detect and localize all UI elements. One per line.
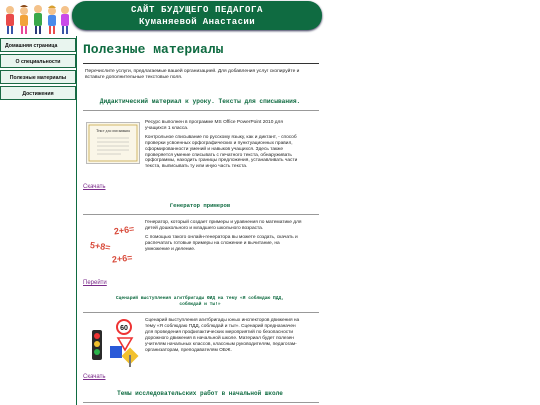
description-paragraph: Генератор, который создает примеры и уравнения по математике для детей дошкольного и младшего школьного возраста. (145, 220, 302, 231)
svg-text:2+6=: 2+6= (111, 252, 133, 265)
description-paragraph: Сценарий выступления агитбригады юных инспекторов движения на тему «Я соблюдаю ПДД, соблюдай и ты!». Сценарий предназначен для проведения профилактических мероприятий по безопасности дорожного движения в начальной школе. Материал будет полезен учителям начальных классов, классным руководителям, педагогам-организаторам, преподавателям ОБЖ. (145, 318, 300, 353)
section-title-research-topics: Темы исследовательских работ в начальной школе (117, 390, 283, 397)
go-link-generator[interactable]: Перейти (83, 280, 107, 286)
nav-item-useful-materials[interactable]: Полезные материалы (0, 70, 76, 84)
math-examples-image (88, 222, 140, 266)
section-divider (83, 312, 319, 313)
nav-item-home[interactable]: Домашняя страница (0, 38, 76, 52)
section-description-yid-script (145, 318, 305, 356)
description-paragraph: Контрольное списывание по русскому языку, как и диктант, - способ проверки усвоенных орфографических и пунктуационных правил, сформированности умений и навыков учащихся. Здесь также проверяется умение списывать с печатного текста, обнаруживать орфограммы, находить границы предложения, устанавливать части текста, выписывать ту или иную часть текста. (145, 134, 298, 170)
nav-item-about-specialty[interactable]: О специальности (0, 54, 76, 68)
section-divider (83, 110, 319, 111)
section-divider (83, 402, 319, 403)
sidebar-nav (0, 38, 76, 102)
section-title-didactic: Дидактический материал к уроку. Тексты для списывания. (99, 98, 301, 105)
section-divider (83, 214, 319, 215)
column-divider (76, 36, 77, 405)
traffic-signs-image (88, 318, 140, 368)
svg-text:2+6=: 2+6= (113, 223, 135, 237)
nav-item-achievements[interactable]: Достижения (0, 86, 76, 100)
title-divider (83, 63, 319, 64)
section-title-generator: Генератор примеров (169, 202, 231, 209)
svg-text:5+8=: 5+8= (89, 239, 112, 253)
site-author: Куманяевой Анастасии (138, 17, 256, 27)
left-column (0, 0, 76, 405)
svg-text:60: 60 (120, 325, 128, 332)
worksheet-thumbnail-image (86, 122, 140, 164)
description-paragraph: С помощью такого онлайн-генератора вы можете создать, скачать и распечатать готовые примеры на сложение и вычитание, на умножение и деление. (145, 234, 298, 252)
children-logo-image (2, 2, 72, 36)
intro-text: Перечислите услуги, предлагаемые вашей организацией. Для добавления услуг скопируйте и вставьте дополнительные текстовые поля. (85, 69, 300, 80)
main-content (80, 36, 320, 405)
download-link-didactic[interactable]: Скачать (83, 184, 106, 190)
section-description-generator (145, 220, 305, 256)
thumbnail-caption: Текст для списывания (96, 129, 130, 133)
download-link-yid-script[interactable]: Скачать (83, 374, 106, 380)
section-title-yid-script: Сценарий выступления агитбригады ЮИД на тему «Я соблюдаю ПДД, соблюдай и ты!» (115, 296, 285, 307)
section-description-didactic (145, 120, 305, 173)
description-paragraph: Ресурс выполнен в программе MS Office PowerPoint 2010 для учащихся 1 класса. (145, 120, 283, 131)
page-title: Полезные материалы (83, 42, 224, 57)
site-header (72, 1, 322, 30)
site-title: САЙТ БУДУЩЕГО ПЕДАГОГА (130, 5, 264, 15)
